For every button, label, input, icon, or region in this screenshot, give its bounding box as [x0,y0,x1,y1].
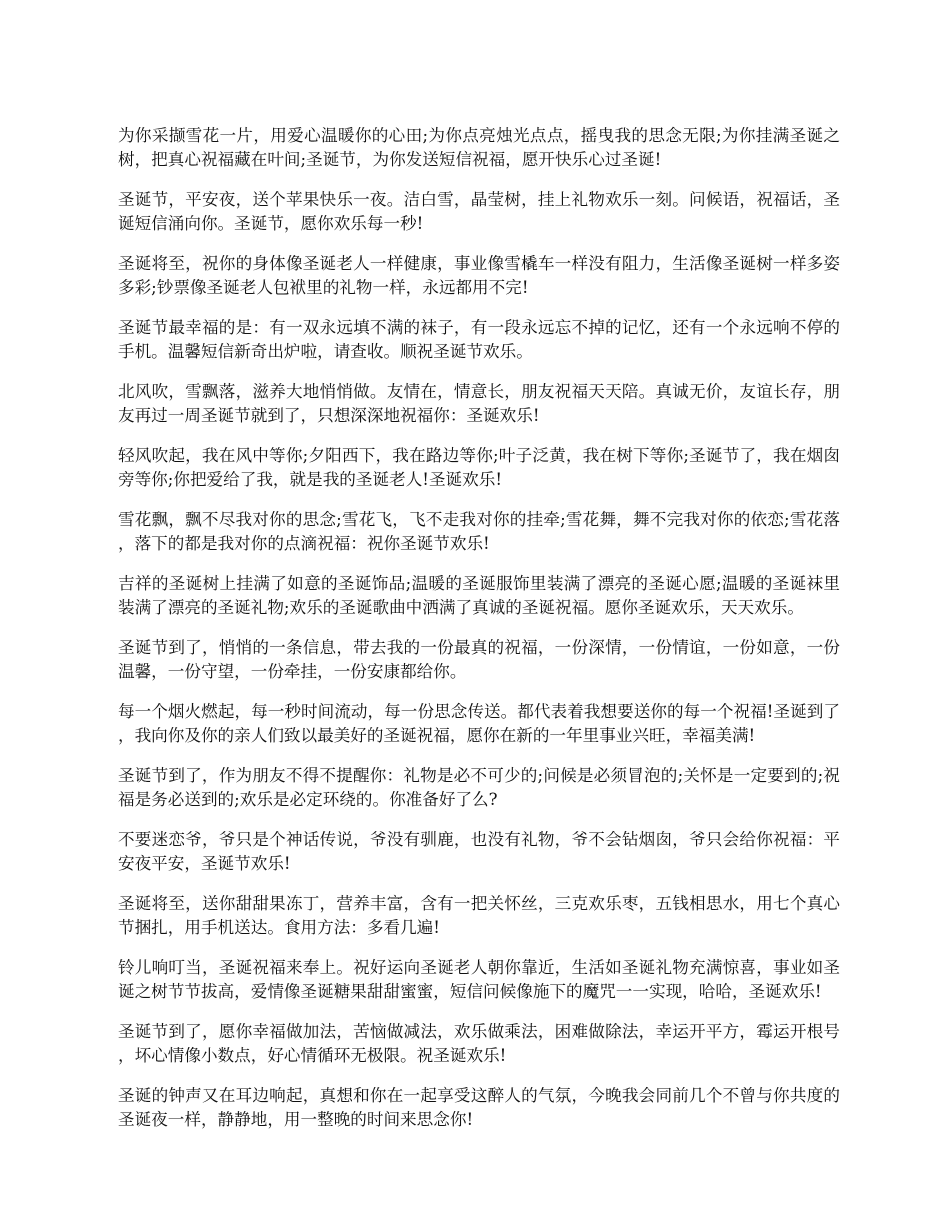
paragraph-4: 圣诞节最幸福的是：有一双永远填不满的袜子，有一段永远忘不掉的记忆，还有一个永远响不停的手机。温馨短信新奇出炉啦，请查收。顺祝圣诞节欢乐。 [118,318,840,361]
paragraph-11: 圣诞节到了，作为朋友不得不提醒你：礼物是必不可少的;问候是必须冒泡的;关怀是一定要到的;祝福是务必送到的;欢乐是必定环绕的。你准备好了么? [118,766,840,809]
paragraph-5: 北风吹，雪飘落，滋养大地悄悄做。友情在，情意长，朋友祝福天天陪。真诚无价，友谊长存，朋友再过一周圣诞节就到了，只想深深地祝福你：圣诞欢乐! [118,382,840,425]
paragraph-16: 圣诞的钟声又在耳边响起，真想和你在一起享受这醉人的气氛，今晚我会同前几个不曾与你共度的圣诞夜一样，静静地，用一整晚的时间来思念你! [118,1086,840,1129]
paragraph-13: 圣诞将至，送你甜甜果冻丁，营养丰富，含有一把关怀丝，三克欢乐枣，五钱相思水，用七个真心节捆扎，用手机送达。食用方法：多看几遍! [118,894,840,937]
paragraph-10: 每一个烟火燃起，每一秒时间流动，每一份思念传送。都代表着我想要送你的每一个祝福!圣诞到了，我向你及你的亲人们致以最美好的圣诞祝福，愿你在新的一年里事业兴旺，幸福美满! [118,702,840,745]
paragraph-3: 圣诞将至，祝你的身体像圣诞老人一样健康，事业像雪橇车一样没有阻力，生活像圣诞树一样多姿多彩;钞票像圣诞老人包袱里的礼物一样，永远都用不完! [118,254,840,297]
paragraph-14: 铃儿响叮当，圣诞祝福来奉上。祝好运向圣诞老人朝你靠近，生活如圣诞礼物充满惊喜，事业如圣诞之树节节拔高，爱情像圣诞糖果甜甜蜜蜜，短信问候像施下的魔咒一一实现，哈哈，圣诞欢乐! [118,958,840,1001]
document-body [118,124,840,1148]
paragraph-9: 圣诞节到了，悄悄的一条信息，带去我的一份最真的祝福，一份深情，一份情谊，一份如意，一份温馨，一份守望，一份牵挂，一份安康都给你。 [118,638,840,681]
paragraph-8: 吉祥的圣诞树上挂满了如意的圣诞饰品;温暖的圣诞服饰里装满了漂亮的圣诞心愿;温暖的圣诞袜里装满了漂亮的圣诞礼物;欢乐的圣诞歌曲中洒满了真诚的圣诞祝福。愿你圣诞欢乐，天天欢乐。 [118,574,840,617]
paragraph-6: 轻风吹起，我在风中等你;夕阳西下，我在路边等你;叶子泛黄，我在树下等你;圣诞节了，我在烟囱旁等你;你把爱给了我，就是我的圣诞老人!圣诞欢乐! [118,446,840,489]
paragraph-2: 圣诞节，平安夜，送个苹果快乐一夜。洁白雪，晶莹树，挂上礼物欢乐一刻。问候语，祝福话，圣诞短信涌向你。圣诞节，愿你欢乐每一秒! [118,190,840,233]
paragraph-1: 为你采撷雪花一片，用爱心温暖你的心田;为你点亮烛光点点，摇曳我的思念无限;为你挂满圣诞之树，把真心祝福藏在叶间;圣诞节，为你发送短信祝福，愿开快乐心过圣诞! [118,126,840,169]
paragraph-15: 圣诞节到了，愿你幸福做加法，苦恼做减法，欢乐做乘法，困难做除法，幸运开平方，霉运开根号，坏心情像小数点，好心情循环无极限。祝圣诞欢乐! [118,1022,840,1065]
paragraph-12: 不要迷恋爷，爷只是个神话传说，爷没有驯鹿，也没有礼物，爷不会钻烟囱，爷只会给你祝福：平安夜平安，圣诞节欢乐! [118,830,840,873]
paragraph-7: 雪花飘，飘不尽我对你的思念;雪花飞，飞不走我对你的挂牵;雪花舞，舞不完我对你的依恋;雪花落，落下的都是我对你的点滴祝福：祝你圣诞节欢乐! [118,510,840,553]
